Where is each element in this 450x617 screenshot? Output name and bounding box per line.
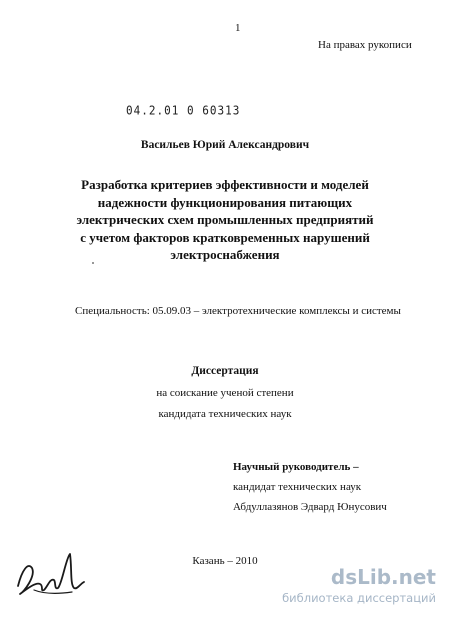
author-name: Васильев Юрий Александрович — [140, 139, 310, 151]
supervisor-name: Абдуллазянов Эдвард Юнусович — [233, 501, 387, 513]
dissertation-type: Диссертация — [191, 365, 259, 377]
watermark-tagline: библиотека диссертаций — [282, 591, 436, 605]
registration-stamp: 04.2.01 0 60313 — [126, 103, 241, 118]
city-year: Казань – 2010 — [192, 555, 258, 567]
dslib-watermark — [282, 565, 448, 611]
title-line: электроснабжения — [170, 247, 280, 262]
title-line: надежности функционирования питающих — [97, 194, 353, 210]
rights-notice: На правах рукописи — [318, 39, 412, 51]
dissertation-title — [40, 176, 410, 264]
supervisor-degree: кандидат технических наук — [233, 481, 362, 493]
scan-speck — [92, 262, 94, 264]
supervisor-block — [233, 457, 387, 517]
degree-line: кандидата технических наук — [158, 408, 292, 420]
page-number: 1 — [235, 22, 241, 34]
handwritten-signature — [14, 548, 86, 600]
degree-line: на соискание ученой степени — [156, 387, 294, 399]
title-line: Разработка критериев эффективности и моделей — [81, 177, 369, 192]
watermark-site: dsLib.net — [330, 565, 436, 589]
supervisor-heading: Научный руководитель – — [233, 461, 359, 473]
title-line: электрических схем промышленных предприятий — [76, 212, 374, 227]
title-line: с учетом факторов кратковременных нарушений — [80, 229, 370, 245]
specialty-line: Специальность: 05.09.03 – электротехнические комплексы и системы — [75, 305, 401, 317]
degree-block — [0, 383, 450, 425]
